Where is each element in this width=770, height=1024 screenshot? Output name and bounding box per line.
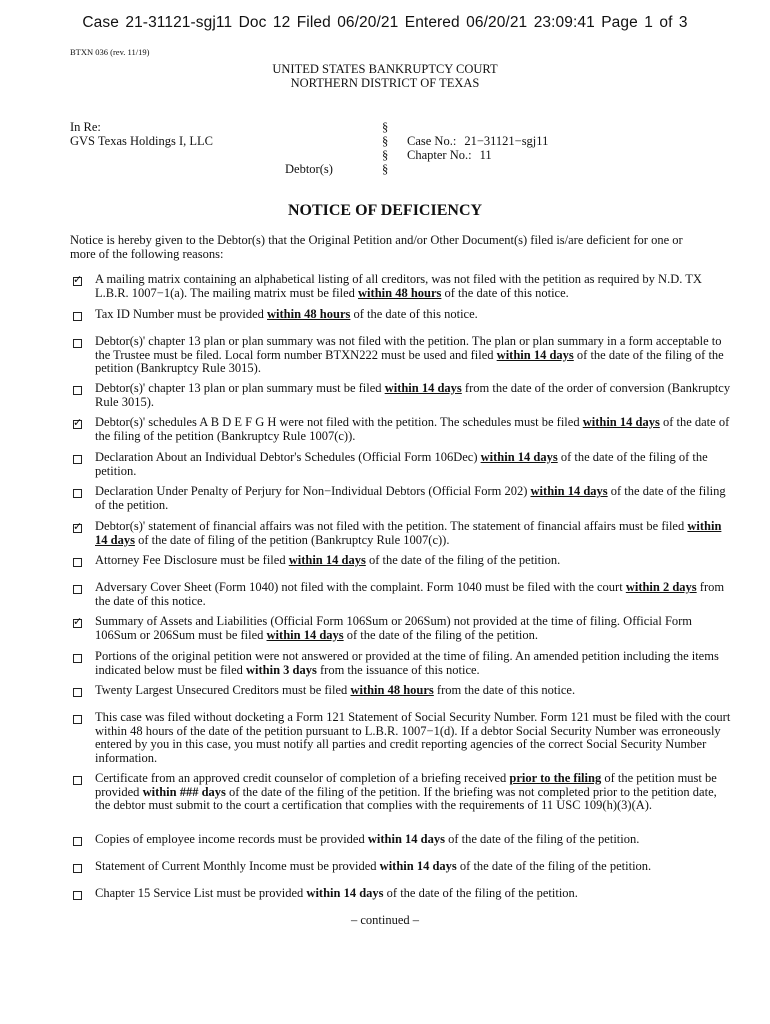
item-text: of the date of the filing of the petition (Bankruptcy Rule 3015). [95, 347, 724, 375]
unchecked-checkbox[interactable] [73, 558, 82, 567]
deadline-text: prior to the filing [509, 771, 602, 785]
chapter-number: 11 [479, 148, 492, 162]
case-caption-left [70, 120, 213, 148]
item-text: of the date of filing of the petition (Bankruptcy Rule 1007(c)). [134, 532, 450, 547]
unchecked-checkbox[interactable] [73, 864, 82, 873]
deficiency-text [95, 614, 692, 642]
item-text: Debtor(s)' schedules A B D E F G H were not filed with the petition. The schedules must be filed [95, 415, 583, 429]
deficiency-text [95, 832, 639, 846]
case-number-line [407, 134, 548, 148]
deficiency-text [95, 859, 651, 873]
item-text: Debtor(s)' chapter 13 plan or plan summary was not filed with the petition. The plan or plan summary in a form acceptable to the Trustee must be filed. Local form number BTXN222 must be used and filed [95, 334, 722, 362]
checkmark-icon: ✓ [73, 416, 83, 429]
court-name [0, 62, 770, 90]
checked-checkbox[interactable] [73, 416, 83, 429]
section-mark: § [382, 120, 389, 134]
deficiency-item [70, 650, 735, 677]
deficiency-text [95, 683, 575, 697]
deficiency-item [70, 772, 735, 813]
deficiency-text [95, 415, 729, 443]
item-text: Debtor(s)' statement of financial affairs was not filed with the petition. The statement of financial affairs must be filed [95, 519, 688, 533]
item-text: Declaration Under Penalty of Perjury for Non−Individual Debtors (Official Form 202) [95, 484, 531, 498]
deadline-text: within 48 hours [358, 285, 442, 300]
deficiency-item [70, 335, 735, 376]
checked-checkbox[interactable] [73, 520, 83, 533]
deficiency-text [95, 272, 702, 300]
item-text: from the date of this notice. [433, 683, 576, 697]
deficiency-item [70, 416, 735, 443]
notice-title: NOTICE OF DEFICIENCY [287, 202, 483, 219]
item-text: Adversary Cover Sheet (Form 1040) not filed with the complaint. Form 1040 must be filed with the court [95, 580, 626, 594]
deficiency-text [95, 710, 730, 765]
deficiency-item [70, 485, 735, 512]
item-text: Statement of Current Monthly Income must be provided [95, 859, 380, 873]
deadline-text: within 48 hours [350, 683, 434, 697]
court-line-2: NORTHERN DISTRICT OF TEXAS [290, 76, 480, 90]
deadline-text: within 14 days [306, 886, 384, 900]
deficiency-item [70, 308, 735, 322]
checked-checkbox[interactable] [73, 615, 83, 628]
item-text: of the date of the filing of the petition. [456, 859, 652, 873]
deficiency-text [95, 334, 724, 375]
checkmark-icon: ✓ [73, 273, 83, 286]
deadline-text: within 14 days [530, 484, 608, 498]
unchecked-checkbox[interactable] [73, 386, 82, 395]
item-text: from the date of the order of conversion (Bankruptcy Rule 3015). [95, 381, 731, 409]
unchecked-checkbox[interactable] [73, 715, 82, 724]
item-text: of the date of the filing of the petition. [95, 450, 708, 478]
debtor-name: GVS Texas Holdings I, LLC [70, 134, 213, 148]
filing-stamp: Case 21-31121-sgj11 Doc 12 Filed 06/20/21 Entered 06/20/21 23:09:41 Page 1 of 3 [82, 14, 688, 31]
court-line-1: UNITED STATES BANKRUPTCY COURT [272, 62, 498, 76]
item-text: of the date of the filing of the petition. [383, 886, 578, 900]
item-text: Attorney Fee Disclosure must be filed [95, 553, 289, 567]
case-info [407, 134, 548, 162]
item-text: Summary of Assets and Liabilities (Official Form 106Sum or 206Sum) not provided at the time of filing. Official Form 106Sum or 206Sum must be filed [95, 614, 693, 642]
deficiency-item [70, 451, 735, 478]
deadline-text: within 2 days [625, 580, 697, 594]
deficiency-text [95, 580, 724, 608]
chapter-line [407, 148, 548, 162]
unchecked-checkbox[interactable] [73, 489, 82, 498]
deadline-text: within 14 days [582, 415, 660, 429]
deficiency-item [70, 833, 735, 847]
unchecked-checkbox[interactable] [73, 654, 82, 663]
deadline-text: within 14 days [480, 450, 558, 464]
section-mark: § [382, 148, 389, 162]
item-text: of the petition must be provided [95, 771, 717, 799]
item-text: Debtor(s)' chapter 13 plan or plan summary must be filed [95, 381, 385, 395]
deficiency-item [70, 581, 735, 608]
case-number: 21−31121−sgj11 [464, 134, 549, 148]
item-text: of the date of this notice. [350, 307, 478, 321]
item-text: of the date of the filing of the petition (Bankruptcy Rule 1007(c)). [95, 415, 730, 443]
deficiency-text [95, 649, 719, 677]
deadline-text: within 14 days [384, 381, 462, 395]
checked-checkbox[interactable] [73, 273, 83, 286]
deficiency-text [95, 771, 717, 812]
deficiency-text [95, 553, 560, 567]
item-text: This case was filed without docketing a Form 121 Statement of Social Security Number. Form 121 must be filed with the court within 48 hours of the date of the petition pursuant to L.B.R. 1007−1(d). If a debtor Social Security Number was erroneously entered by you in this case, you must notify all parties and credit reporting agencies of the correct Social Security Number information. [95, 710, 731, 765]
deficiency-item [70, 554, 735, 568]
deadline-text: within 14 days [379, 859, 457, 873]
deficiency-item [70, 684, 735, 698]
item-text: from the issuance of this notice. [316, 662, 480, 677]
deficiency-item [70, 520, 735, 547]
deadline-text: within 14 days [496, 347, 574, 362]
item-text: A mailing matrix containing an alphabetical listing of all creditors, was not filed with the petition as required by N.D. TX L.B.R. 1007−1(a). The mailing matrix must be filed [95, 272, 702, 300]
unchecked-checkbox[interactable] [73, 312, 82, 321]
deficiency-item [70, 860, 735, 874]
chapter-label: Chapter No.: [407, 148, 472, 162]
checkmark-icon: ✓ [73, 520, 83, 533]
deficiency-item [70, 382, 735, 409]
item-text: of the date of this notice. [441, 285, 569, 300]
item-text: Copies of employee income records must be provided [95, 832, 368, 846]
deficiency-text [95, 886, 578, 900]
deficiency-text [95, 307, 478, 321]
deficiency-text [95, 381, 730, 409]
checkmark-icon: ✓ [73, 615, 83, 628]
item-text: Chapter 15 Service List must be provided [95, 886, 307, 900]
unchecked-checkbox[interactable] [73, 688, 82, 697]
item-text: of the date of the filing of the petition. [444, 832, 640, 846]
item-text: of the date of the filing of the petition. [343, 627, 539, 642]
debtor-label: Debtor(s) [285, 162, 333, 176]
unchecked-checkbox[interactable] [73, 891, 82, 900]
deficiency-text [95, 519, 721, 547]
unchecked-checkbox[interactable] [73, 776, 82, 785]
item-text: Declaration About an Individual Debtor's Schedules (Official Form 106Dec) [95, 450, 481, 464]
section-marks [382, 120, 388, 176]
case-number-label: Case No.: [407, 134, 457, 148]
deficiency-item [70, 711, 735, 765]
deficiency-text [95, 484, 726, 512]
unchecked-checkbox[interactable] [73, 837, 82, 846]
deficiency-text [95, 450, 708, 478]
deficiency-item [70, 887, 735, 901]
deadline-text: within 14 days [266, 627, 344, 642]
form-id: BTXN 036 (rev. 11/19) [70, 47, 150, 57]
deficiency-item [70, 615, 735, 642]
item-text: Twenty Largest Unsecured Creditors must be filed [95, 683, 351, 697]
item-text: from the date of this notice. [95, 580, 725, 608]
in-re-label: In Re: [70, 120, 101, 134]
section-mark: § [382, 162, 389, 176]
continued-note: – continued – [350, 913, 420, 927]
notice-intro: Notice is hereby given to the Debtor(s) that the Original Petition and/or Other Document(s) filed is/are deficient for one or more of the following reasons: [70, 233, 683, 261]
section-mark: § [382, 134, 389, 148]
deadline-text: within 3 days [246, 662, 317, 677]
unchecked-checkbox[interactable] [73, 585, 82, 594]
item-text: Portions of the original petition were not answered or provided at the time of filing. An amended petition including the items indicated below must be filed [95, 649, 719, 677]
deadline-text: within ### days [142, 784, 226, 799]
deadline-text: within 14 days [367, 832, 445, 846]
unchecked-checkbox[interactable] [73, 339, 82, 348]
item-text: of the date of the filing of the petition. [365, 553, 561, 567]
deadline-text: within 48 hours [267, 307, 351, 321]
item-text: of the date of the filing of the petition. If the briefing was not completed prior to the petition date, the debtor must submit to the court a certification that complies with the requirements of 11 USC 109(h)(3)(A). [95, 784, 717, 812]
item-text: of the date of the filing of the petition. [95, 484, 726, 512]
unchecked-checkbox[interactable] [73, 455, 82, 464]
deficiency-item [70, 273, 735, 300]
item-text: Certificate from an approved credit counselor of completion of a briefing received [95, 771, 510, 785]
deadline-text: within 14 days [288, 553, 366, 567]
deadline-text: within 14 days [95, 519, 722, 547]
item-text: Tax ID Number must be provided [95, 307, 268, 321]
